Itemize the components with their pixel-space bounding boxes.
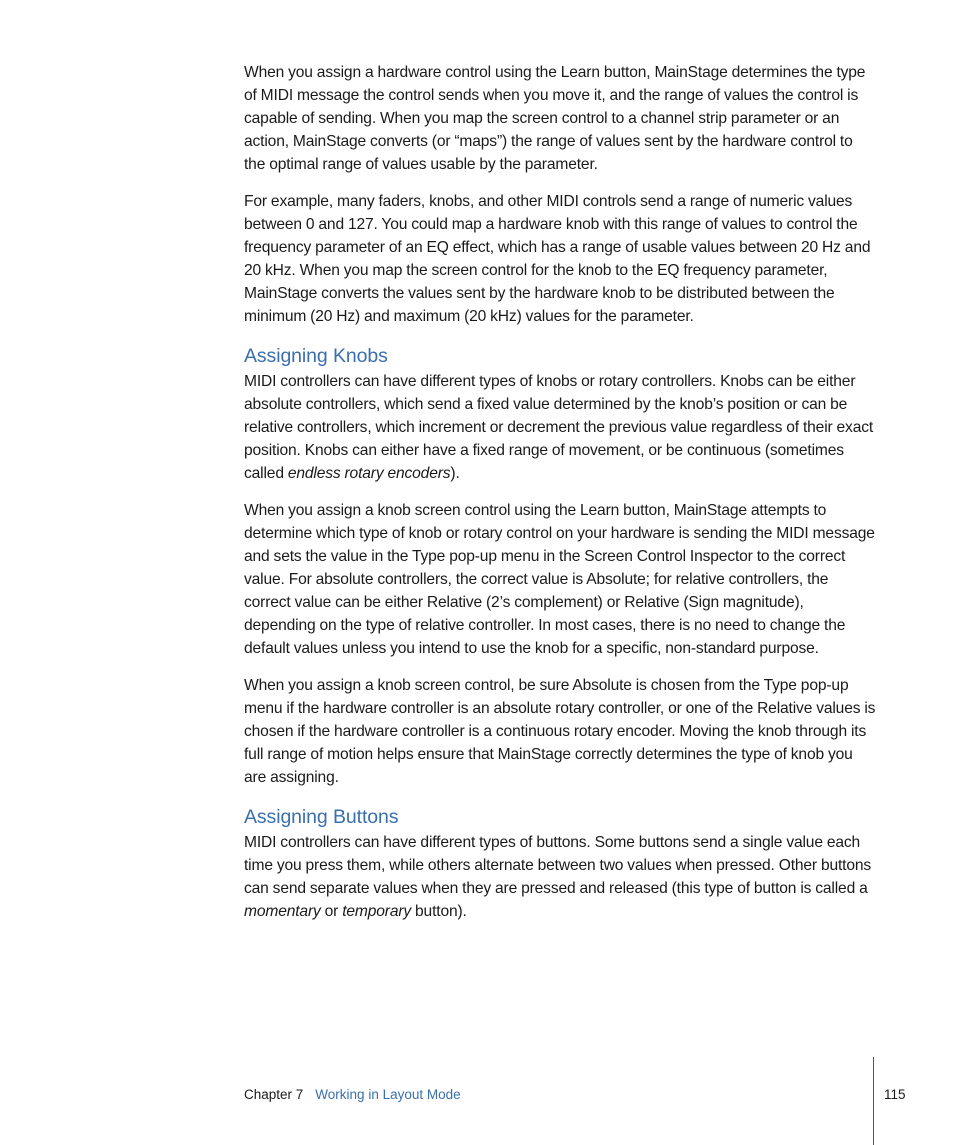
buttons-paragraph-1-end: button). xyxy=(411,903,467,920)
buttons-paragraph-1-emphasis-temporary: temporary xyxy=(342,903,412,920)
knobs-paragraph-1-end: ). xyxy=(450,465,460,482)
knobs-paragraph-3: When you assign a knob screen control, be sure Absolute is chosen from the Type pop-up menu if the hardware controller is an absolute rotary controller, or one of the Relative values is chosen if the hardware controller is a continuous rotary encoder. Moving the knob through its full range of motion helps ensure that MainStage correctly determines the type of knob you are assigning. xyxy=(244,677,876,786)
page-number: 115 xyxy=(884,1087,906,1102)
knobs-paragraph-1-text: MIDI controllers can have different types of knobs or rotary controllers. Knobs can be either absolute controllers, which send a fixed value determined by the knob’s position or can be relative controllers, which increment or decrement the previous value regardless of their exact position. Knobs can either have a fixed range of movement, or be continuous (sometimes called xyxy=(244,373,874,482)
knobs-paragraph-2: When you assign a knob screen control using the Learn button, MainStage attempts to determine which type of knob or rotary control on your hardware is sending the MIDI message and sets the value in the Type pop-up menu in the Screen Control Inspector to the correct value. For absolute controllers, the correct value is Absolute; for relative controllers, the correct value can be either Relative (2’s complement) or Relative (Sign magnitude), depending on the type of relative controller. In most cases, there is no need to change the default values unless you intend to use the knob for a specific, non-standard purpose. xyxy=(244,502,875,657)
intro-paragraph-1: When you assign a hardware control using the Learn button, MainStage determines the type of MIDI message the control sends when you move it, and the range of values the control is capable of sending. When you map the screen control to a channel strip parameter or an action, MainStage converts (or “maps”) the range of values sent by the hardware control to the optimal range of values usable by the parameter. xyxy=(244,64,866,173)
knobs-paragraph-1-emphasis: endless rotary encoders xyxy=(287,465,451,482)
buttons-paragraph-1 xyxy=(244,831,876,923)
buttons-paragraph-1-text: MIDI controllers can have different types of buttons. Some buttons send a single value each time you press them, while others alternate between two values when pressed. Other buttons can send separate values when they are pressed and released (this type of button is called a xyxy=(244,834,872,897)
footer-chapter-title: Working in Layout Mode xyxy=(315,1087,461,1102)
footer-chapter-label: Chapter 7 xyxy=(244,1087,304,1102)
buttons-paragraph-1-mid: or xyxy=(320,903,343,920)
page-footer xyxy=(244,1086,461,1104)
section-heading-buttons: Assigning Buttons xyxy=(244,806,399,828)
intro-paragraph-2: For example, many faders, knobs, and other MIDI controls send a range of numeric values between 0 and 127. You could map a hardware knob with this range of values to control the frequency parameter of an EQ effect, which has a range of usable values between 20 Hz and 20 kHz. When you map the screen control for the knob to the EQ frequency parameter, MainStage converts the values sent by the hardware knob to be distributed between the minimum (20 Hz) and maximum (20 kHz) values for the parameter. xyxy=(244,193,871,325)
section-heading-knobs: Assigning Knobs xyxy=(244,345,388,367)
footer-divider xyxy=(873,1057,874,1145)
page-content xyxy=(244,61,876,923)
knobs-paragraph-1 xyxy=(244,370,876,485)
buttons-paragraph-1-emphasis-momentary: momentary xyxy=(244,903,321,920)
